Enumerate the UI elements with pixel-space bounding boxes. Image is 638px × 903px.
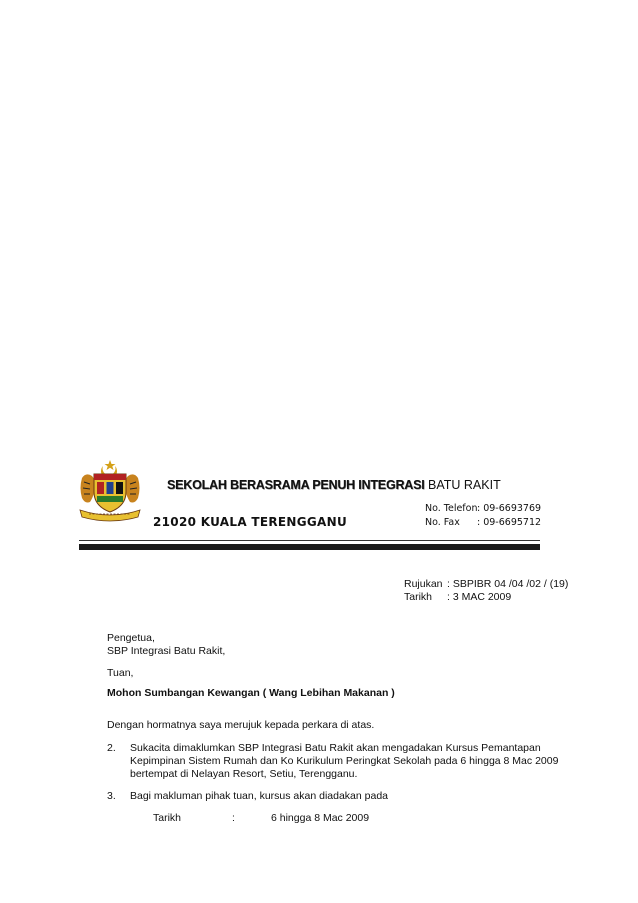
reference-line [404, 578, 568, 590]
salutation: Tuan, [107, 667, 134, 679]
school-name [167, 478, 501, 492]
school-address-city: 21020 KUALA TERENGGANU [153, 515, 348, 529]
telephone-label: No. Telefon [425, 503, 478, 514]
course-date-value: 6 hingga 8 Mac 2009 [271, 812, 370, 824]
date-value: : 3 MAC 2009 [447, 591, 512, 603]
paragraph-number: 3. [107, 790, 116, 802]
fax-line [425, 517, 541, 528]
telephone-line [425, 503, 541, 514]
recipient-line-1: Pengetua, [107, 632, 155, 644]
letterhead-divider-thin [79, 540, 540, 541]
malaysia-coat-of-arms-icon [77, 458, 143, 524]
paragraph-line: Sukacita dimaklumkan SBP Integrasi Batu Rakit akan mengadakan Kursus Pemantapan [130, 742, 541, 754]
school-name-rest: BATU RAKIT [424, 478, 501, 492]
paragraph-line: Bagi makluman pihak tuan, kursus akan diadakan pada [130, 790, 388, 802]
fax-value: : 09-6695712 [477, 517, 542, 528]
reference-label: Rujukan [404, 578, 443, 590]
paragraph-line: bertempat di Nelayan Resort, Setiu, Terengganu. [130, 768, 358, 780]
telephone-value: : 09-6693769 [477, 503, 542, 514]
course-date-colon: : [232, 812, 235, 824]
school-name-bold: SEKOLAH BERASRAMA PENUH INTEGRASI [167, 478, 425, 492]
reference-value: : SBPIBR 04 /04 /02 / (19) [447, 578, 569, 590]
fax-label: No. Fax [425, 517, 460, 528]
recipient-line-2: SBP Integrasi Batu Rakit, [107, 645, 226, 657]
date-line [404, 591, 511, 603]
letterhead-divider-thick [79, 544, 540, 550]
letter-subject: Mohon Sumbangan Kewangan ( Wang Lebihan Makanan ) [107, 687, 395, 699]
course-date-label: Tarikh [153, 812, 182, 824]
paragraph-number: 2. [107, 742, 116, 754]
date-label: Tarikh [404, 591, 433, 603]
opening-sentence: Dengan hormatnya saya merujuk kepada perkara di atas. [107, 719, 375, 731]
paragraph-line: Kepimpinan Sistem Rumah dan Ko Kurikulum Peringkat Sekolah pada 6 hingga 8 Mac 2009 [130, 755, 559, 767]
